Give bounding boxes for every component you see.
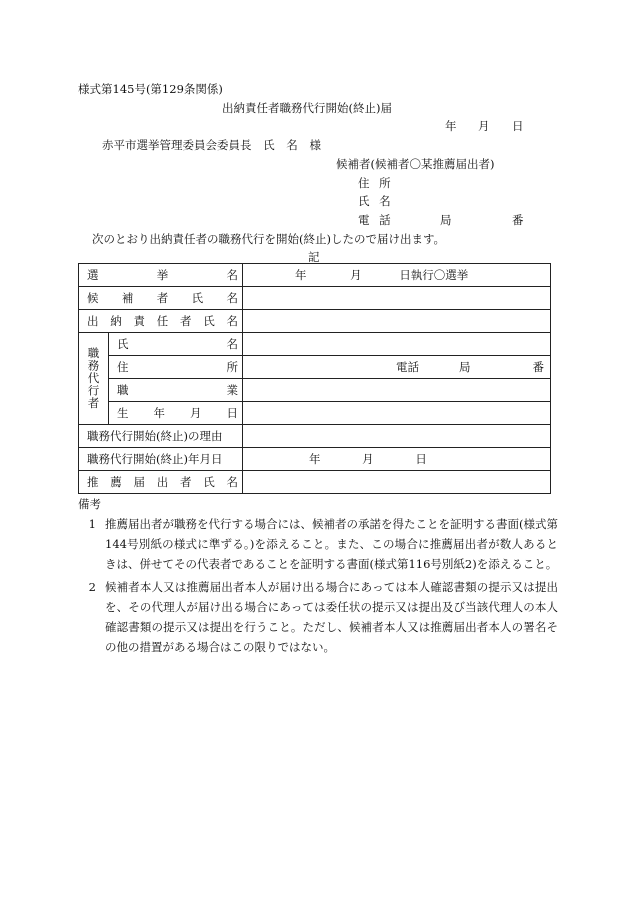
ki-mark: 記: [308, 250, 320, 264]
submitter-address-label: 住 所: [358, 176, 391, 190]
row-sub-birth: [79, 402, 551, 425]
row-date: [79, 448, 551, 471]
submitter-phone-label: 電 話: [358, 213, 391, 227]
sub-address-label: 住所: [109, 356, 243, 379]
date-year: 年: [445, 119, 457, 133]
date-value-month: 月: [362, 452, 374, 466]
candidate-value[interactable]: [243, 287, 551, 310]
sub-name-value[interactable]: [243, 333, 551, 356]
row-recommender: [79, 471, 551, 494]
submitter-phone-exchange: 局: [440, 213, 452, 227]
date-label: 職務代行開始(終止)年月日: [79, 448, 243, 471]
date-value[interactable]: [243, 448, 551, 471]
date-day: 日: [512, 119, 524, 133]
note-item: [78, 577, 558, 657]
addressee: 赤平市選挙管理委員会委員長 氏 名 様: [102, 138, 321, 152]
reason-label: 職務代行開始(終止)の理由: [79, 425, 243, 448]
treasurer-label: 出納責任者氏名: [79, 310, 243, 333]
substitute-label: 職務代行者: [79, 333, 109, 425]
form-number: 様式第145号(第129条関係): [78, 82, 223, 96]
form-table: [78, 263, 551, 494]
note-text: 候補者本人又は推薦届出者本人が届け出る場合にあっては本人確認書類の提示又は提出を、その代理人が届け出る場合にあっては委任状の提示又は提出及び当該代理人の本人確認書類の提示又は提出を行うこと。ただし、候補者本人又は推薦届出者本人の署名その他の措置がある場合はこの限りではない。: [105, 580, 558, 654]
document-title: 出納責任者職務代行開始(終止)届: [222, 101, 392, 115]
note-number: 2: [88, 580, 96, 594]
sub-birth-label: 生 年 月 日: [109, 402, 243, 425]
election-label: 選挙名: [79, 264, 243, 287]
notes-section: [78, 497, 558, 657]
note-item: [78, 514, 558, 574]
row-sub-occupation: [79, 379, 551, 402]
intro-text: 次のとおり出納責任者の職務代行を開始(終止)したので届け出ます。: [92, 232, 446, 246]
election-day-suffix: 日執行〇選挙: [399, 268, 469, 282]
sub-phone-exchange: 局: [459, 360, 471, 374]
row-candidate: [79, 287, 551, 310]
reason-value[interactable]: [243, 425, 551, 448]
treasurer-value[interactable]: [243, 310, 551, 333]
row-election: [79, 264, 551, 287]
date-value-day: 日: [415, 452, 427, 466]
submitter-phone-number: 番: [512, 213, 524, 227]
sub-birth-value[interactable]: [243, 402, 551, 425]
sub-address-value[interactable]: [243, 356, 551, 379]
recommender-label: 推薦届出者氏名: [79, 471, 243, 494]
row-treasurer: [79, 310, 551, 333]
election-year: 年: [295, 268, 307, 282]
notes-heading: 備考: [78, 497, 101, 511]
election-month: 月: [350, 268, 362, 282]
submitter-name-label: 氏 名: [358, 194, 391, 208]
submitter-role: 候補者(候補者〇某推薦届出者): [336, 157, 495, 171]
date-month: 月: [478, 119, 490, 133]
row-sub-name: [79, 333, 551, 356]
election-value[interactable]: [243, 264, 551, 287]
recommender-value[interactable]: [243, 471, 551, 494]
row-sub-address: [79, 356, 551, 379]
sub-occupation-value[interactable]: [243, 379, 551, 402]
candidate-label: 候補者氏名: [79, 287, 243, 310]
sub-phone-number: 番: [532, 360, 544, 374]
note-text: 推薦届出者が職務を代行する場合には、候補者の承諾を得たことを証明する書面(様式第144号別紙の様式に準ずる。)を添えること。また、この場合に推薦届出者が数人あるときは、併せてその代表者であることを証明する書面(様式第116号別紙2)を添えること。: [105, 517, 558, 571]
note-number: 1: [88, 517, 96, 531]
sub-phone-label: 電話: [396, 360, 419, 374]
row-reason: [79, 425, 551, 448]
date-value-year: 年: [309, 452, 321, 466]
sub-occupation-label: 職業: [109, 379, 243, 402]
sub-name-label: 氏名: [109, 333, 243, 356]
